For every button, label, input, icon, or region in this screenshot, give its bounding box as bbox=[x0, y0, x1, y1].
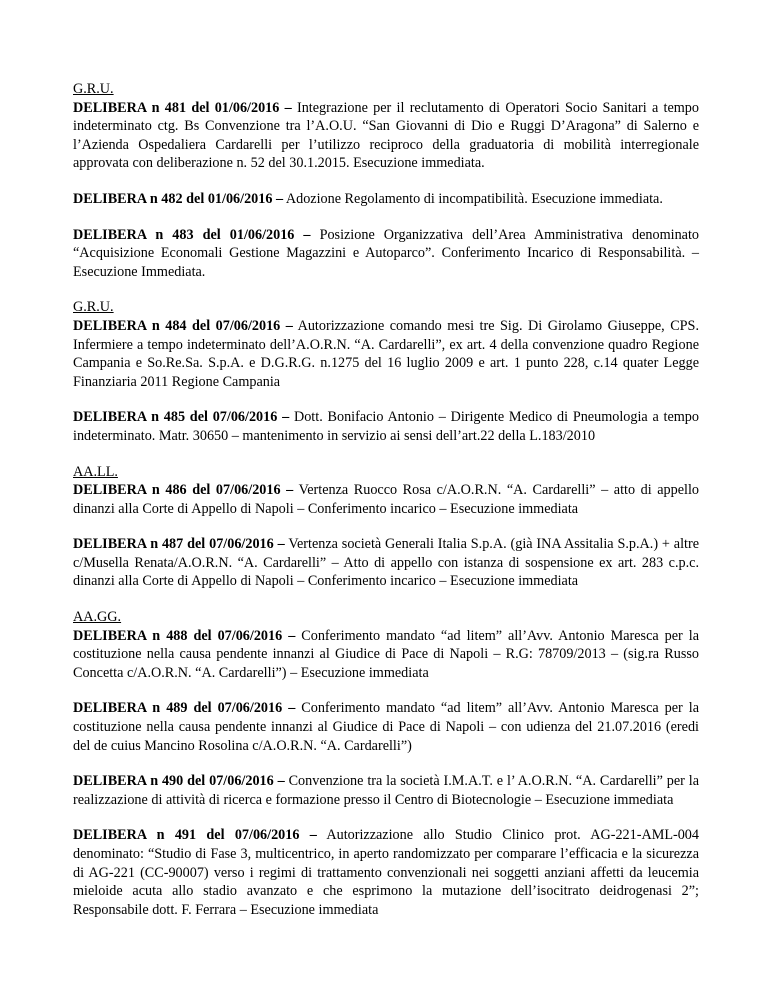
delibera-title: DELIBERA n 485 del 07/06/2016 – bbox=[73, 409, 290, 426]
delibera-title: DELIBERA n 487 del 07/06/2016 – bbox=[73, 536, 285, 553]
document-page bbox=[73, 80, 699, 936]
section-label: G.R.U. bbox=[73, 299, 114, 316]
delibera-title: DELIBERA n 483 del 01/06/2016 – bbox=[73, 226, 311, 243]
delibera-entry-489 bbox=[73, 699, 699, 755]
section-label: AA.LL. bbox=[73, 463, 118, 480]
delibera-entry-484 bbox=[73, 298, 699, 391]
delibera-title: DELIBERA n 489 del 07/06/2016 – bbox=[73, 700, 296, 717]
delibera-text: Vertenza Ruocco Rosa c/A.O.R.N. “A. Cardarelli” – atto di appello dinanzi alla Corte di Appello di Napoli – Conferimento incarico – Esecuzione immediata bbox=[73, 482, 699, 517]
delibera-entry-483 bbox=[73, 226, 699, 282]
delibera-text: Adozione Regolamento di incompatibilità. Esecuzione immediata. bbox=[283, 190, 663, 207]
delibera-entry-485 bbox=[73, 408, 699, 445]
delibera-entry-487 bbox=[73, 535, 699, 591]
delibera-title: DELIBERA n 488 del 07/06/2016 – bbox=[73, 627, 296, 644]
delibera-text: Vertenza società Generali Italia S.p.A. (già INA Assitalia S.p.A.) + altre c/Musella Renata/A.O.R.N. “A. Cardarelli” – Atto di appello con istanza di sospensione ex art. 283 c.p.c. dinanzi alla Corte di Appello di Napoli – Conferimento incarico – Esecuzione immediata bbox=[73, 536, 700, 590]
delibera-title: DELIBERA n 484 del 07/06/2016 – bbox=[73, 317, 293, 334]
delibera-title: DELIBERA n 486 del 07/06/2016 – bbox=[73, 482, 294, 499]
delibera-entry-491 bbox=[73, 826, 699, 919]
delibera-entry-486 bbox=[73, 463, 699, 519]
delibera-entry-481 bbox=[73, 80, 699, 173]
delibera-entry-490 bbox=[73, 772, 699, 809]
delibera-text: Autorizzazione allo Studio Clinico prot. AG-221-AML-004 denominato: “Studio di Fase 3, multicentrico, in aperto randomizzato per comparare l’efficacia e la sicurezza di AG-221 (CC-90007) verso i regimi di trattamento convenzionali nei soggetti anziani affetti da leucemia mieloide acuta allo stadio avanzato e che esprimono la mutazione dell’isocitrato deidrogenasi 2”; Responsabile dott. F. Ferrara – Esecuzione immediata bbox=[73, 827, 699, 918]
delibera-title: DELIBERA n 491 del 07/06/2016 – bbox=[73, 827, 317, 844]
delibera-title: DELIBERA n 482 del 01/06/2016 – bbox=[73, 190, 284, 207]
delibera-text: Dott. Bonifacio Antonio – Dirigente Medico di Pneumologia a tempo indeterminato. Matr. 30650 – mantenimento in servizio ai sensi dell’art.22 della L.183/2010 bbox=[73, 409, 699, 444]
section-label: AA.GG. bbox=[73, 609, 122, 626]
delibera-entry-488 bbox=[73, 608, 699, 682]
delibera-title: DELIBERA n 490 del 07/06/2016 – bbox=[73, 773, 285, 790]
delibera-title: DELIBERA n 481 del 01/06/2016 – bbox=[73, 99, 292, 116]
section-label: G.R.U. bbox=[73, 81, 114, 97]
delibera-entry-482 bbox=[73, 190, 699, 209]
delibera-text: Conferimento mandato “ad litem” all’Avv. Antonio Maresca per la costituzione nella causa pendente innanzi al Giudice di Pace di Napoli – R.G: 78709/2013 – (sig.ra Russo Concetta c/A.O.R.N. “A. Cardarelli”) – Esecuzione immediata bbox=[73, 627, 699, 681]
delibera-text: Conferimento mandato “ad litem” all’Avv. Antonio Maresca per la costituzione nella causa pendente innanzi al Giudice di Pace di Napoli – con udienza del 21.07.2016 (eredi del de cuius Mancino Rosolina c/A.O.R.N. “A. Cardarelli”) bbox=[73, 700, 699, 754]
delibera-text: Autorizzazione comando mesi tre Sig. Di Girolamo Giuseppe, CPS. Infermiere a tempo indeterminato dell’A.O.R.N. “A. Cardarelli”, ex art. 4 della convenzione quadro Regione Campania e So.Re.Sa. S.p.A. e D.G.R.G. n.1275 del 16 luglio 2009 e art. 1 punto 228, c.14 quater Legge Finanziaria 2011 Regione Campania bbox=[73, 317, 699, 390]
delibera-text: Convenzione tra la società I.M.A.T. e l’ A.O.R.N. “A. Cardarelli” per la realizzazione di attività di ricerca e formazione presso il Centro di Biotecnologie – Esecuzione immediata bbox=[73, 773, 699, 808]
delibera-text: Posizione Organizzativa dell’Area Amministrativa denominato “Acquisizione Economali Gestione Magazzini e Autoparco”. Conferimento Incarico di Responsabilità. – Esecuzione Immediata. bbox=[73, 226, 699, 280]
delibera-text: Integrazione per il reclutamento di Operatori Socio Sanitari a tempo indeterminato ctg. Bs Convenzione tra l’A.O.U. “San Giovanni di Dio e Ruggi D’Aragona” di Salerno e l’Azienda Ospedaliera Cardarelli per l’utilizzo reciproco della graduatoria di mobilità interregionale approvata con deliberazione n. 52 del 30.1.2015. Esecuzione immediata. bbox=[73, 99, 699, 172]
